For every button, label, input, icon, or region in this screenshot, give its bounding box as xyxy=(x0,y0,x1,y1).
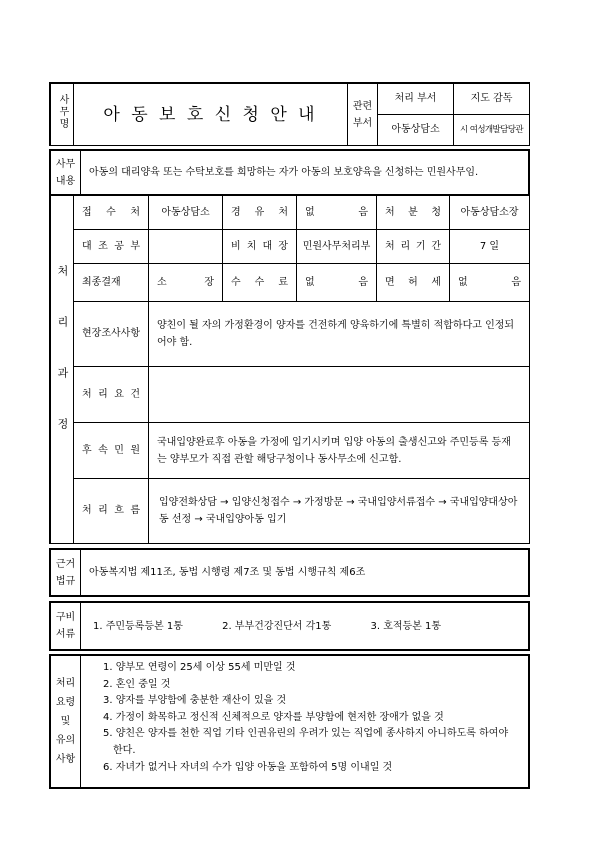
legal-basis-label: 근거 법규 xyxy=(55,558,76,587)
legal-basis-content: 아동복지법 제11조, 동법 시행령 제7조 및 동법 시행규칙 제6조 xyxy=(81,550,529,596)
process-label: 처리과정 xyxy=(56,264,69,469)
flow-label: 처 리 흐 름 xyxy=(74,479,149,544)
follow-up-content: 국내입양완료후 아동을 가정에 입기시키며 입양 아동의 출생신고와 주민등록 등재는 양부모가 직접 관할 해당구청이나 동사무소에 신고함. xyxy=(149,423,530,479)
document-item: 2. 부부건강진단서 각1통 xyxy=(222,620,332,632)
page-title: 아 동 보 호 신 청 안 내 xyxy=(74,84,348,146)
legal-basis-label-cell xyxy=(51,550,81,596)
via-label: 경 유 처 xyxy=(223,196,297,230)
register-label: 비 치 대 장 xyxy=(223,230,297,264)
reference-ledger-label: 대 조 공 부 xyxy=(74,230,149,264)
flow-content: 입양전화상담 → 입양신청접수 → 가정방문 → 국내입양서류접수 → 국내입양대상아동 선정 → 국내입양아동 입기 xyxy=(149,479,530,544)
task-label-cell xyxy=(51,151,81,195)
receiving-office-label: 접 수 처 xyxy=(74,196,149,230)
period-label: 처 리 기 간 xyxy=(377,230,450,264)
disposing-authority-value: 아동상담소장 xyxy=(450,196,530,230)
requirements-label: 처 리 요 건 xyxy=(74,367,149,423)
site-survey-content: 양친이 될 자의 가정환경이 양자를 건전하게 양육하기에 특별히 적합하다고 인정되어야 함. xyxy=(149,302,530,367)
related-dept-label-cell xyxy=(348,84,378,146)
license-tax-label: 면 허 세 xyxy=(377,264,450,302)
processing-dept-label: 처리 부서 xyxy=(378,84,454,115)
register-value: 민원사무처리부 xyxy=(297,230,377,264)
task-label: 사무 내용 xyxy=(55,158,76,187)
office-name-label: 사무명 xyxy=(57,93,68,130)
notes-section xyxy=(50,655,529,788)
processing-dept-value: 아동상담소 xyxy=(378,115,454,146)
list-item: 1. 양부모 연령이 25세 이상 55세 미만일 것 xyxy=(103,662,296,673)
notes-list-cell xyxy=(81,656,529,788)
notes-label: 처리 요령 및 유의 사항 xyxy=(55,678,76,765)
legal-basis-section xyxy=(50,549,529,596)
supervision-label: 지도 감독 xyxy=(454,84,530,115)
receiving-office-value: 아동상담소 xyxy=(149,196,223,230)
notes-list xyxy=(81,656,528,776)
task-content: 아동의 대리양육 또는 수탁보호를 희망하는 자가 아동의 보호양육을 신청하는 민원사무임. xyxy=(81,151,529,195)
office-name-label-cell xyxy=(51,84,74,146)
supervision-value: 시 여성개발담당관 xyxy=(454,115,530,146)
license-tax-value: 없 음 xyxy=(450,264,530,302)
follow-up-label: 후 속 민 원 xyxy=(74,423,149,479)
list-item: 5. 양친은 양자를 천한 직업 기타 인권유린의 우려가 있는 직업에 종사하지 아니하도록 하여야 한다. xyxy=(103,728,509,756)
documents-list xyxy=(81,603,529,650)
document-item: 1. 주민등록등본 1통 xyxy=(93,620,183,632)
fee-label: 수 수 료 xyxy=(223,264,297,302)
reference-ledger-value xyxy=(149,230,223,264)
notes-label-cell xyxy=(51,656,81,788)
task-section xyxy=(50,150,529,195)
document-item: 3. 호적등본 1통 xyxy=(370,620,442,632)
via-value: 없 음 xyxy=(297,196,377,230)
related-dept-label: 관련 부서 xyxy=(352,100,373,129)
fee-value: 없 음 xyxy=(297,264,377,302)
documents-label-cell xyxy=(51,603,81,650)
disposing-authority-label: 처 분 청 xyxy=(377,196,450,230)
list-item: 6. 자녀가 없거나 자녀의 수가 입양 아동을 포함하여 5명 이내일 것 xyxy=(103,761,393,773)
list-item: 3. 양자를 부양함에 충분한 재산이 있을 것 xyxy=(103,695,287,707)
final-approval-value: 소 장 xyxy=(149,264,223,302)
list-item: 4. 가정이 화목하고 정신적 신체적으로 양자를 부양함에 현저한 장애가 없을 것 xyxy=(103,711,444,723)
documents-label: 구비 서류 xyxy=(55,612,76,640)
process-table xyxy=(50,195,529,543)
list-item: 2. 혼인 중일 것 xyxy=(103,678,171,690)
requirements-content xyxy=(149,367,530,423)
header-table xyxy=(50,83,529,145)
process-label-cell xyxy=(51,196,74,544)
final-approval-label: 최종결재 xyxy=(74,264,149,302)
site-survey-label: 현장조사사항 xyxy=(74,302,149,367)
period-value: 7 일 xyxy=(450,230,530,264)
documents-section xyxy=(50,602,529,650)
